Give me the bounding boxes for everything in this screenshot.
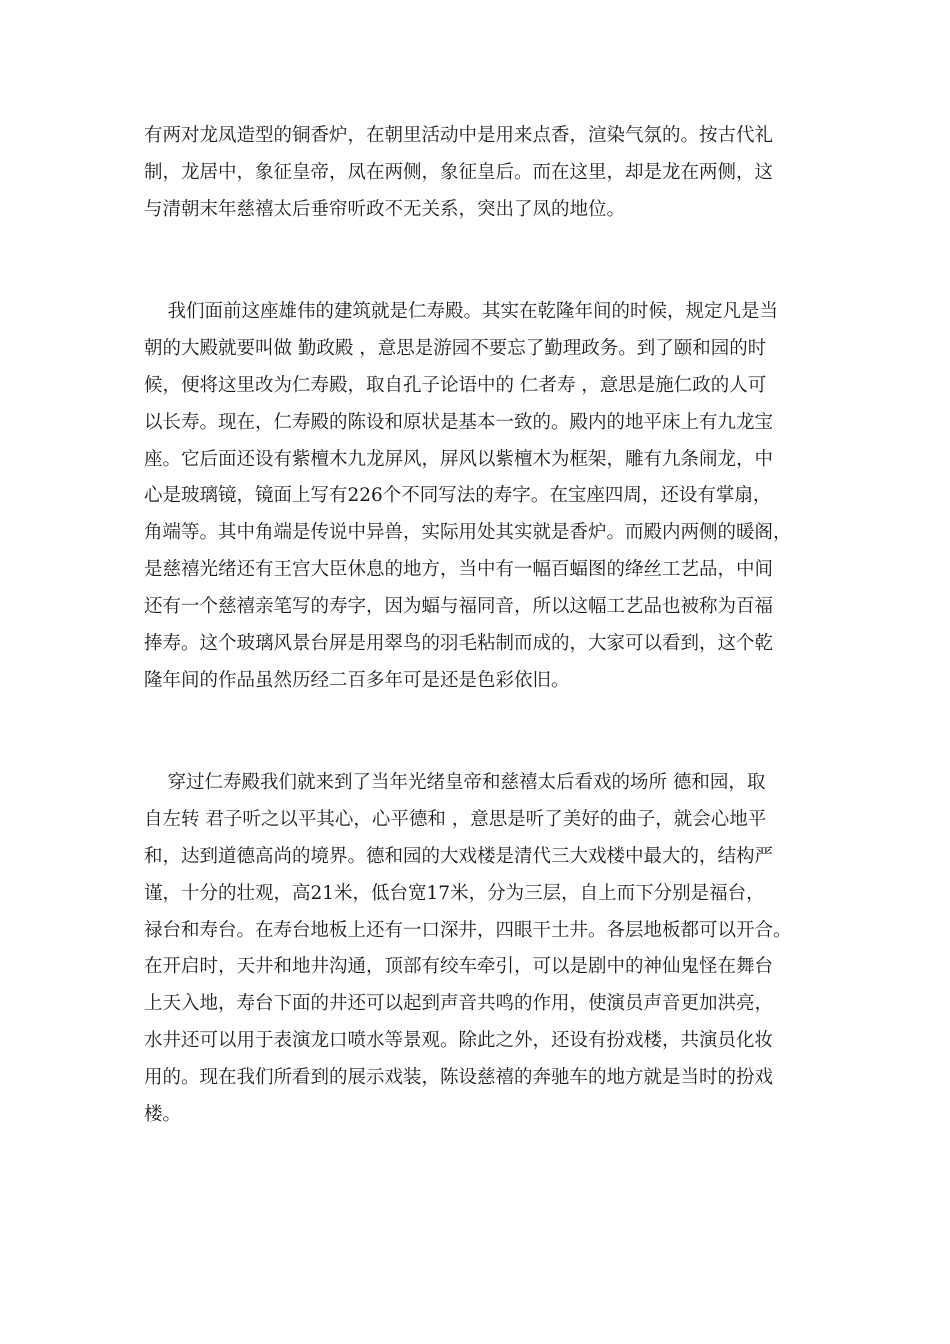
text-line: 有两对龙凤造型的铜香炉，在朝里活动中是用来点香，渲染气氛的。按古代礼 — [144, 125, 774, 146]
text-line: 上天入地，寿台下面的井还可以起到声音共鸣的作用，使演员声音更加洪亮， — [144, 993, 774, 1015]
text-line: 水井还可以用于表演龙口喷水等景观。除此之外，还设有扮戏楼，共演员化妆 — [144, 1030, 774, 1052]
text-line: 朝的大殿就要叫做 勤政殿 ，意思是游园不要忘了勤理政务。到了颐和园的时 — [144, 337, 767, 359]
text-line: 角端等。其中角端是传说中异兽，实际用处其实就是香炉。而殿内两侧的暖阁， — [144, 522, 792, 544]
text-line: 隆年间的作品虽然历经二百多年可是还是色彩依旧。 — [144, 669, 570, 691]
text-line: 在开启时，天井和地井沟通，顶部有绞车牵引，可以是剧中的神仙鬼怪在舞台 — [144, 956, 774, 978]
text-line: 座。它后面还设有紫檀木九龙屏风，屏风以紫檀木为框架，雕有九条闹龙，中 — [144, 448, 774, 470]
text-line: 还有一个慈禧亲笔写的寿字，因为蝠与福同音，所以这幅工艺品也被称为百福 — [144, 596, 774, 618]
paragraph-dehe-garden — [144, 765, 792, 1134]
text-line: 捧寿。这个玻璃风景台屏是用翠鸟的羽毛粘制而成的，大家可以看到，这个乾 — [144, 633, 774, 655]
text-line: 自左转 君子听之以平其心，心平德和 ，意思是听了美好的曲子，就会心地平 — [144, 808, 767, 830]
text-line: 制，龙居中，象征皇帝，凤在两侧，象征皇后。而在这里，却是龙在两侧，这 — [144, 161, 774, 183]
text-line: 以长寿。现在，仁寿殿的陈设和原状是基本一致的。殿内的地平床上有九龙宝 — [144, 411, 774, 433]
paragraph-incense-burners — [144, 118, 773, 229]
text-line: 禄台和寿台。在寿台地板上还有一口深井，四眼干土井。各层地板都可以开合。 — [144, 919, 792, 941]
text-line: 楼。 — [144, 1104, 182, 1126]
text-line: 候，便将这里改为仁寿殿，取自孔子论语中的 仁者寿 ，意思是施仁政的人可 — [144, 374, 767, 396]
text-line: 用的。现在我们所看到的展示戏装，陈设慈禧的奔驰车的地方就是当时的扮戏 — [144, 1067, 774, 1089]
text-line: 我们面前这座雄伟的建筑就是仁寿殿。其实在乾隆年间的时候，规定凡是当 — [144, 301, 779, 322]
text-line: 谨，十分的壮观，高21米，低台宽17米，分为三层，自上而下分别是福台， — [144, 882, 765, 904]
paragraph-renshou-hall — [144, 294, 792, 700]
text-line: 穿过仁寿殿我们就来到了当年光绪皇帝和慈禧太后看戏的场所 德和园，取 — [144, 772, 766, 793]
text-line: 与清朝末年慈禧太后垂帘听政不无关系，突出了凤的地位。 — [144, 198, 626, 220]
text-line: 和，达到道德高尚的境界。德和园的大戏楼是清代三大戏楼中最大的，结构严 — [144, 845, 774, 867]
text-line: 心是玻璃镜，镜面上写有226个不同写法的寿字。在宝座四周，还设有掌扇， — [144, 485, 772, 507]
text-line: 是慈禧光绪还有王宫大臣休息的地方，当中有一幅百蝠图的绛丝工艺品，中间 — [144, 559, 774, 581]
